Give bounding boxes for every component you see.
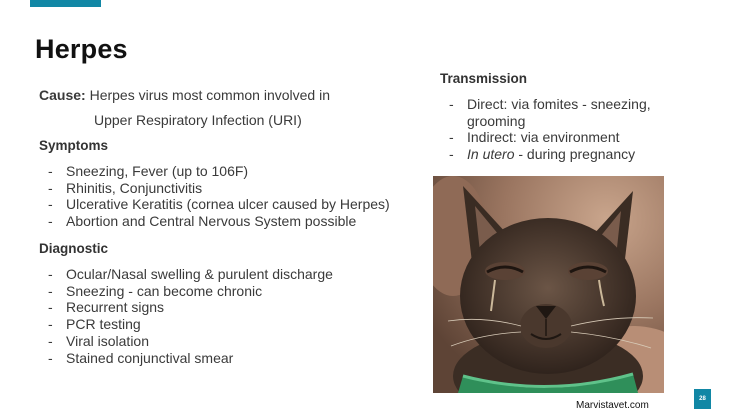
- list-item: [39, 266, 429, 283]
- cause-line: [39, 86, 330, 104]
- transmission-list: [440, 96, 700, 163]
- diagnostic-heading: Diagnostic: [39, 241, 109, 256]
- dash-bullet: -: [48, 316, 53, 333]
- in-utero-italic: In utero: [467, 146, 515, 163]
- diagnostic-text: Viral isolation: [66, 332, 150, 349]
- diagnostic-text: PCR testing: [66, 316, 141, 333]
- slide-title: Herpes: [35, 34, 128, 64]
- dash-bullet: -: [449, 146, 454, 163]
- list-item: [440, 146, 700, 163]
- cause-text: Herpes virus most common involved in: [89, 87, 330, 103]
- symptom-text: Ulcerative Keratitis (cornea ulcer caused by Herpes): [66, 196, 390, 213]
- list-item: [440, 96, 700, 129]
- kitten-illustration: [433, 176, 664, 393]
- symptom-text: Sneezing, Fever (up to 106F): [66, 163, 249, 179]
- symptom-text: Abortion and Central Nervous System possible: [66, 213, 357, 230]
- dash-bullet: -: [48, 213, 53, 230]
- transmission-heading: Transmission: [440, 71, 528, 86]
- dash-bullet: -: [48, 332, 53, 349]
- list-item: [39, 333, 429, 350]
- dash-bullet: -: [48, 349, 53, 366]
- list-item: [39, 196, 429, 213]
- transmission-text: - during pregnancy: [514, 146, 636, 163]
- diagnostic-text: Recurrent signs: [66, 299, 165, 316]
- diagnostic-text: Ocular/Nasal swelling & purulent discharge: [66, 266, 333, 282]
- symptom-text: Rhinitis, Conjunctivitis: [66, 179, 203, 196]
- transmission-text: Indirect: via environment: [467, 129, 620, 146]
- list-item: [39, 283, 429, 300]
- accent-bar: [30, 0, 101, 7]
- dash-bullet: -: [48, 163, 53, 179]
- diagnostic-text: Sneezing - can become chronic: [66, 282, 263, 299]
- cause-continuation: Upper Respiratory Infection (URI): [94, 112, 302, 128]
- dash-bullet: -: [449, 129, 454, 146]
- list-item: [440, 129, 700, 146]
- dash-bullet: -: [48, 299, 53, 316]
- source-credit: Marvistavet.com: [576, 400, 649, 411]
- diagnostic-text: Stained conjunctival smear: [66, 349, 234, 366]
- symptoms-heading: Symptoms: [39, 138, 109, 153]
- list-item: [39, 180, 429, 197]
- transmission-text: Direct: via fomites - sneezing,: [467, 96, 651, 112]
- symptoms-list: [39, 163, 429, 230]
- list-item: [39, 316, 429, 333]
- page-number-badge: 28: [694, 389, 711, 409]
- sick-kitten-photo: [433, 176, 664, 393]
- list-item: [39, 350, 429, 367]
- transmission-text-continued: grooming: [467, 112, 526, 129]
- list-item: [39, 299, 429, 316]
- list-item: [39, 213, 429, 230]
- dash-bullet: -: [48, 282, 53, 299]
- list-item: [39, 163, 429, 180]
- dash-bullet: -: [48, 266, 53, 282]
- dash-bullet: -: [48, 179, 53, 196]
- diagnostic-list: [39, 266, 429, 366]
- dash-bullet: -: [48, 196, 53, 213]
- dash-bullet: -: [449, 96, 454, 112]
- cause-label: Cause:: [39, 87, 86, 103]
